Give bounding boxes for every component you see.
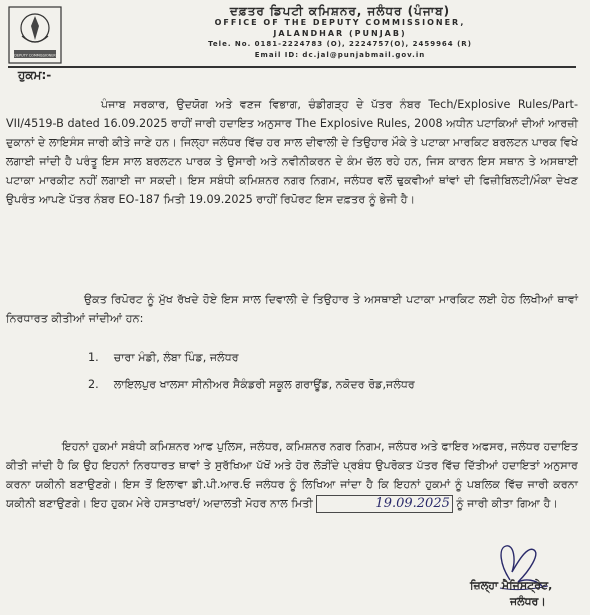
paragraph-3-text: ਇਹਨਾਂ ਹੁਕਮਾਂ ਸਬੰਧੀ ਕਮਿਸ਼ਨਰ ਆਫ ਪੁਲਿਸ, ਜਲੰਧਰ, ਕਮਿਸ਼ਨਰ ਨਗਰ ਨਿਗਮ, ਜਲੰਧਰ ਅਤੇ ਫਾਇਰ ਅਫਸਰ, ਜਲੰਧਰ ਹਦਾਇਤ ਕੀਤੀ ਜਾਂਦੀ ਹੈ ਕਿ ਉਹ ਇਹਨਾਂ ਨਿਰਧਾਰਤ ਥਾਵਾਂ ਤੇ ਸੁਰੱਖਿਆ ਪੱਖੋਂ ਅਤੇ ਹੋਰ ਲੋੜੀਂਦੇ ਪ੍ਰਬੰਧ ਉਪਰੋਕਤ ਪੱਤਰ ਵਿੱਚ ਦਿੱਤੀਆਂ ਹਦਾਇਤਾਂ ਅਨੁਸਾਰ ਕਰਨਾ ਯਕੀਨੀ ਬਣਾਉਣਗੇ। ਇਸ ਤੋਂ ਇਲਾਵਾ ਡੀ.ਪੀ.ਆਰ.ਓ ਜਲੰਧਰ ਨੂੰ ਲਿਖਿਆ ਜਾਂਦਾ ਹੈ ਕਿ ਇਹਨਾਂ ਹੁਕਮਾਂ ਨੂੰ ਪਬਲਿਕ ਵਿੱਚ ਜਾਰੀ ਕਰਨਾ ਯਕੀਨੀ ਬਣਾਉਣਗੇ। ਇਹ ਹੁਕਮ ਮੇਰੇ ਹਸਤਾਖਰਾਂ/ ਅਦਾਲਤੀ ਮੋਹਰ ਨਾਲ ਮਿਤੀ — [6, 440, 578, 510]
paragraph-2: ਉਕਤ ਰਿਪੋਰਟ ਨੂੰ ਮੁੱਖ ਰੱਖਦੇ ਹੋਏ ਇਸ ਸਾਲ ਦਿਵਾਲੀ ਦੇ ਤਿਉਹਾਰ ਤੇ ਅਸਥਾਈ ਪਟਾਕਾ ਮਾਰਕਿਟ ਲਈ ਹੇਠ ਲਿਖੀਆਂ ਥਾਵਾਂ ਨਿਰਧਾਰਤ ਕੀਤੀਆਂ ਜਾਂਦੀਆਂ ਹਨ: — [6, 293, 578, 325]
paragraph-3-end: ਨੂੰ ਜਾਰੀ ਕੀਤਾ ਗਿਆ ਹੈ। — [452, 497, 559, 510]
office-email: Email ID: dc.jal@punjabmail.gov.in — [254, 51, 426, 59]
government-emblem-icon — [8, 6, 62, 64]
office-city: JALANDHAR (PUNJAB) — [273, 29, 407, 38]
header-divider — [8, 66, 576, 68]
signatory-district: ਜਲੰਧਰ। — [510, 595, 546, 608]
location-number: 2. — [88, 378, 99, 391]
office-title-english: OFFICE OF THE DEPUTY COMMISSIONER, — [214, 18, 466, 27]
location-item — [88, 351, 239, 365]
office-title-punjabi: ਦਫ਼ਤਰ ਡਿਪਟੀ ਕਮਿਸ਼ਨਰ, ਜਲੰਧਰ (ਪੰਜਾਬ) — [229, 4, 451, 18]
paragraph-3 — [6, 437, 578, 513]
handwritten-date: 19.09.2025 — [316, 495, 452, 513]
location-text: ਲਾਇਲਪੁਰ ਖਾਲਸਾ ਸੀਨੀਅਰ ਸੈਕੰਡਰੀ ਸਕੂਲ ਗਰਾਊਂਡ, ਨਕੋਦਰ ਰੋਡ,ਜਲੰਧਰ — [113, 378, 415, 391]
order-heading: ਹੁਕਮ:- — [18, 68, 52, 82]
location-item — [88, 378, 415, 392]
location-text: ਚਾਰਾ ਮੰਡੀ, ਲੰਬਾ ਪਿੰਡ, ਜਲੰਧਰ — [113, 351, 239, 364]
location-number: 1. — [88, 351, 99, 364]
office-telephone: Tele. No. 0181-2224783 (O), 2224757(O), 2459964 (R) — [208, 40, 472, 48]
signatory-block — [470, 578, 552, 610]
letterhead — [130, 6, 550, 61]
emblem-caption: DEPUTY COMMISSIONER — [14, 53, 56, 58]
paragraph-1: ਪੰਜਾਬ ਸਰਕਾਰ, ਉਦਯੋਗ ਅਤੇ ਵਣਜ ਵਿਭਾਗ, ਚੰਡੀਗੜ੍ਹ ਦੇ ਪੱਤਰ ਨੰਬਰ Tech/Explosive Rules/Part-VII/4519-B dated 16.09.2025 ਰਾਹੀਂ ਜਾਰੀ ਹਦਾਇਤ ਅਨੁਸਾਰ The Explosive Rules, 2008 ਅਧੀਨ ਪਟਾਕਿਆਂ ਦੀਆਂ ਆਰਜ਼ੀ ਦੁਕਾਨਾਂ ਦੇ ਲਾਇਸੰਸ ਜਾਰੀ ਕੀਤੇ ਜਾਣੇ ਹਨ। ਜਿਲ੍ਹਾ ਜਲੰਧਰ ਵਿੱਚ ਹਰ ਸਾਲ ਦੀਵਾਲੀ ਦੇ ਤਿਉਹਾਰ ਮੌਕੇ ਤੇ ਪਟਾਕਾ ਮਾਰਕਿਟ ਬਰਲਟਨ ਪਾਰਕ ਵਿਖੇ ਲਗਾਈ ਜਾਂਦੀ ਹੈ ਪਰੰਤੂ ਇਸ ਸਾਲ ਬਰਲਟਨ ਪਾਰਕ ਤੇ ਉਸਾਰੀ ਅਤੇ ਨਵੀਨੀਕਰਨ ਦੇ ਕੰਮ ਚੱਲ ਰਹੇ ਹਨ, ਜਿਸ ਕਾਰਨ ਇਸ ਸਥਾਨ ਤੇ ਅਸਥਾਈ ਪਟਾਕਾ ਮਾਰਕੀਟ ਨਹੀਂ ਲਗਾਈ ਜਾ ਸਕਦੀ। ਇਸ ਸਬੰਧੀ ਕਮਿਸ਼ਨਰ ਨਗਰ ਨਿਗਮ, ਜਲੰਧਰ ਵਲੋਂ ਢੁਕਵੀਆਂ ਥਾਂਵਾਂ ਦੀ ਫਿਜ਼ੀਬਿਲਟੀ/ਮੌਕਾ ਦੇਖਣ ਉਪਰੰਤ ਆਪਣੇ ਪੱਤਰ ਨੰਬਰ EO-187 ਮਿਤੀ 19.09.2025 ਰਾਹੀਂ ਰਿਪੋਰਟ ਇਸ ਦਫ਼ਤਰ ਨੂੰ ਭੇਜੀ ਹੈ। — [6, 98, 578, 206]
signatory-designation: ਜ਼ਿਲ੍ਹਾ ਮੈਜਿਸਟ੍ਰੇਟ, — [470, 579, 553, 592]
